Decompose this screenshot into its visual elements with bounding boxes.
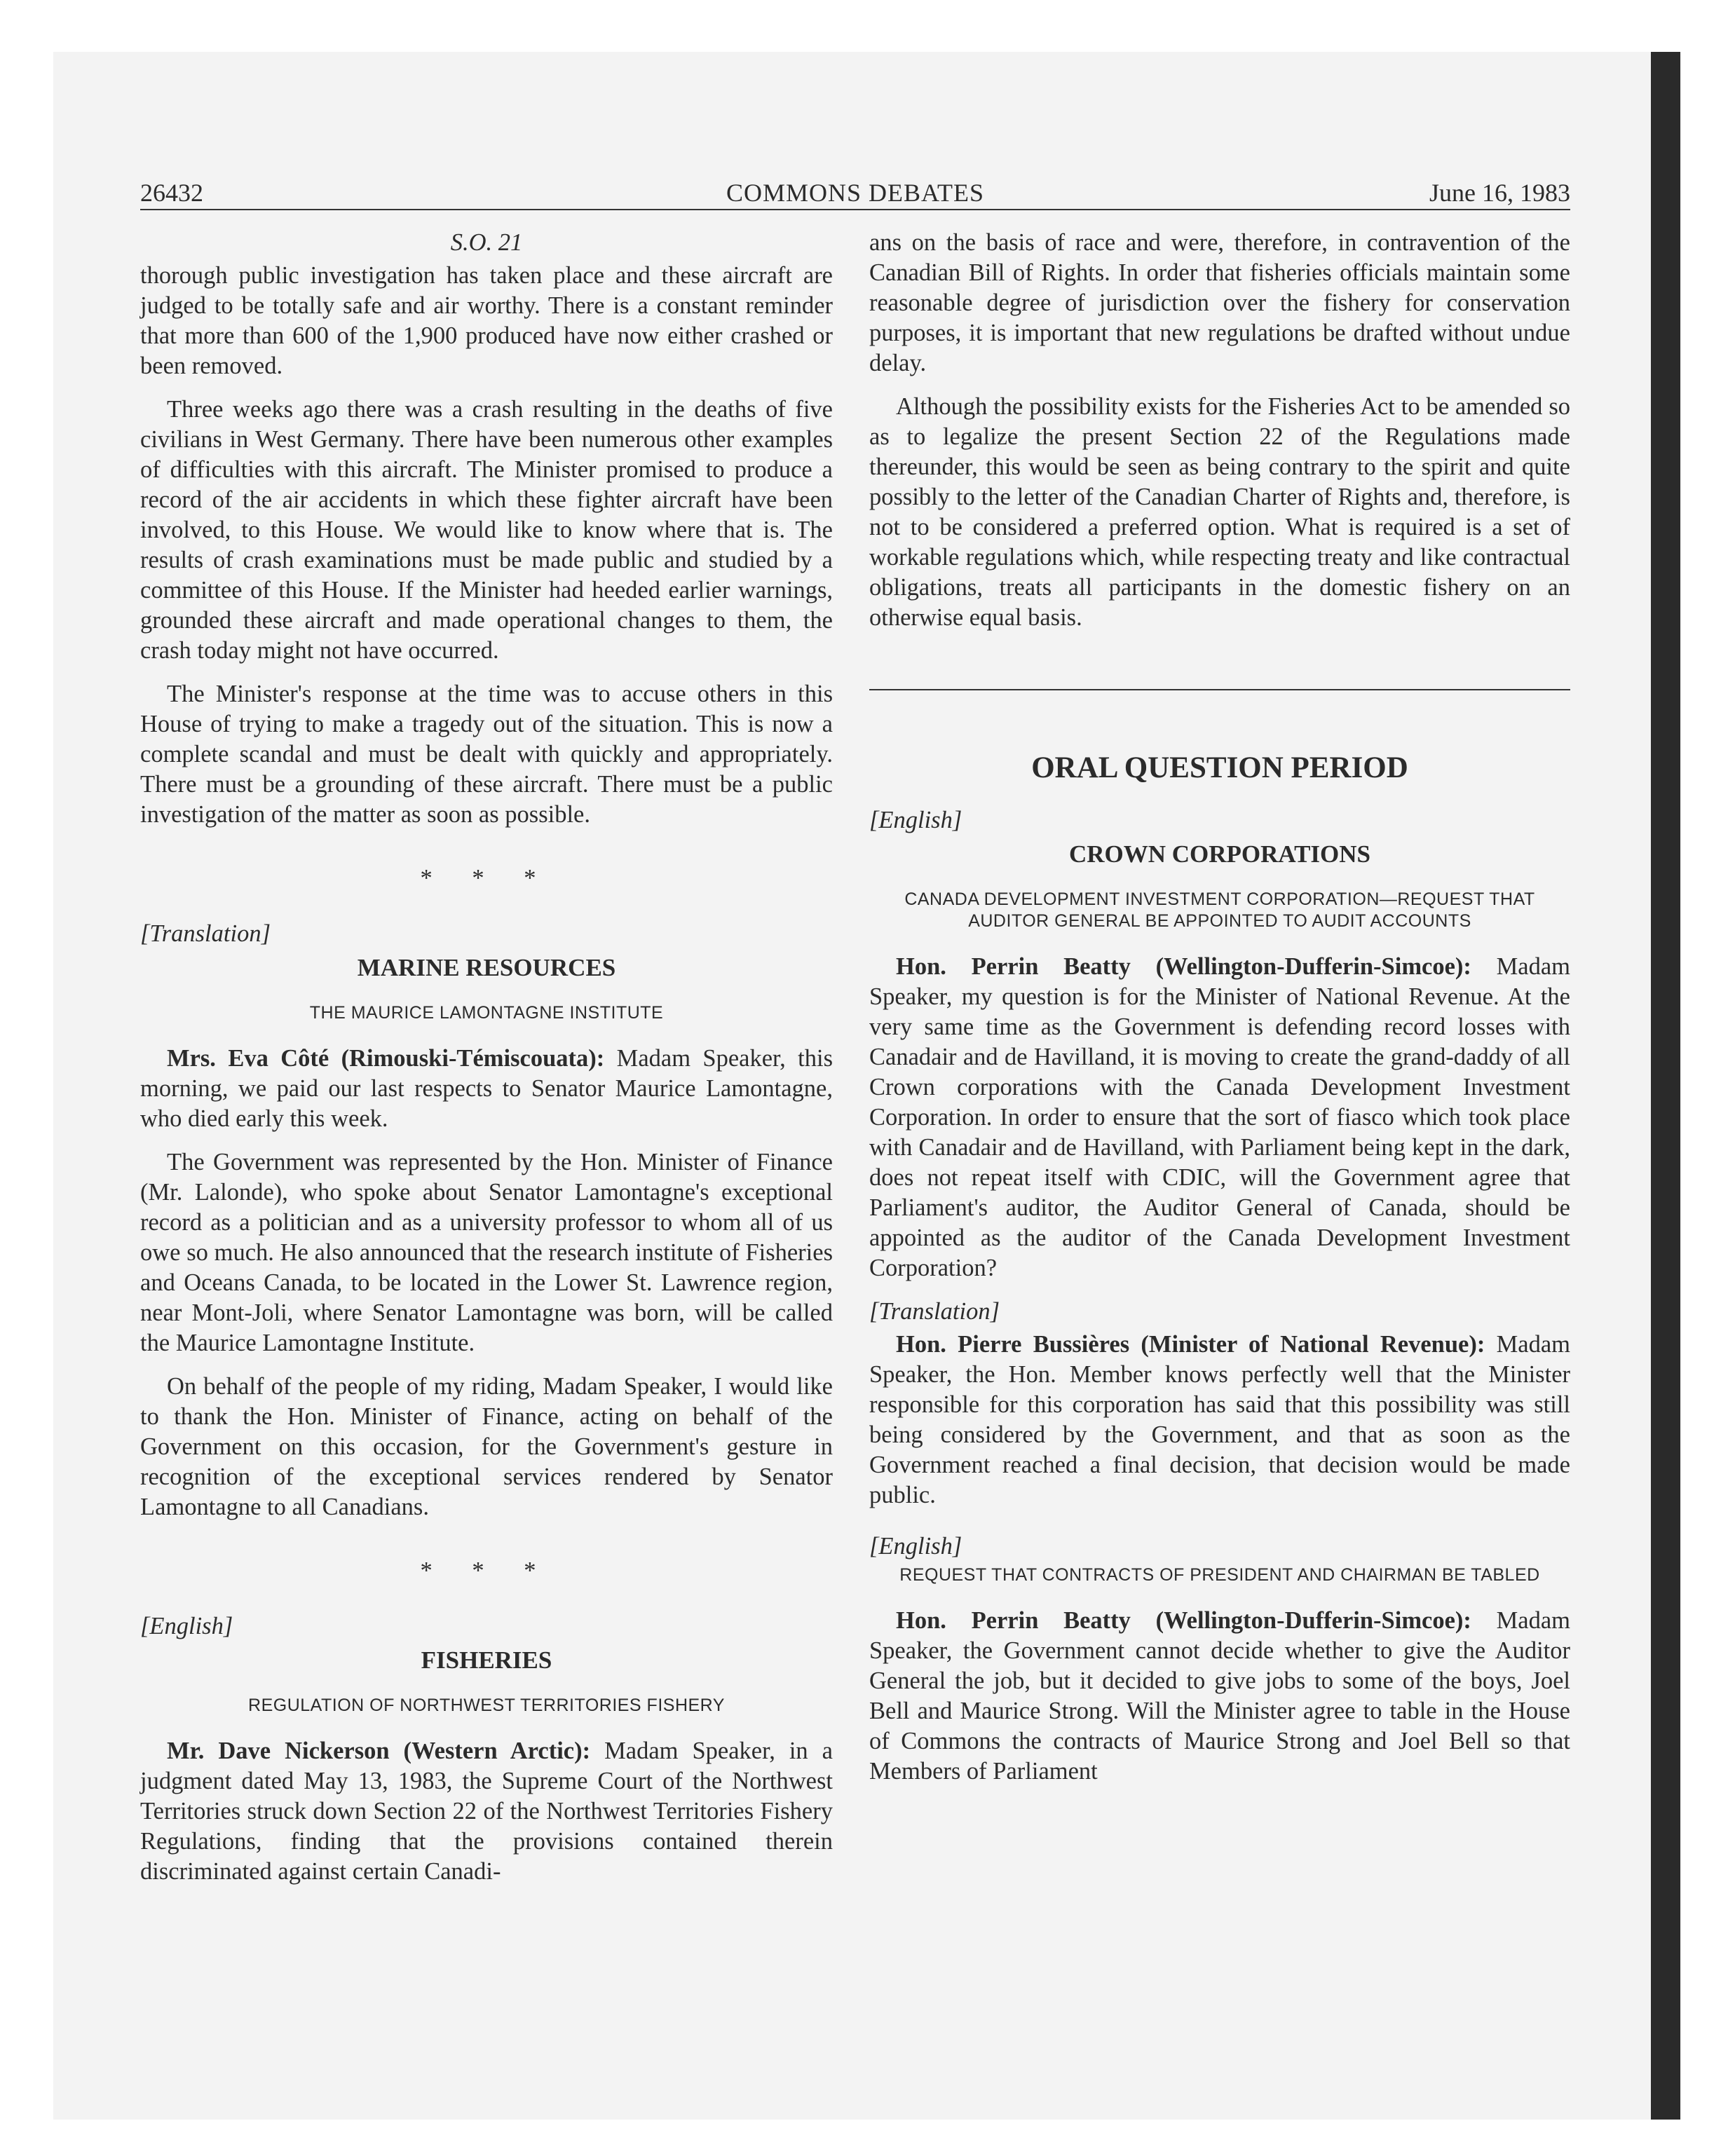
speech-text: Madam Speaker, this morning, we paid our last respects to Senator Maurice Lamontagne, who died early this week.	[140, 1045, 834, 1132]
language-marker: [English]	[869, 1533, 962, 1560]
left-column	[140, 228, 833, 1900]
speech-paragraph	[869, 1606, 1570, 1787]
paragraph: On behalf of the people of my riding, Madam Speaker, I would like to thank the Hon. Minister of Finance, acting on behalf of the Government on this occasion, for the Government's gesture in recognition of the exceptional services rendered by Senator Lamontagne to all Canadians.	[140, 1373, 833, 1520]
speech-paragraph	[140, 1044, 833, 1134]
speech-text: Madam Speaker, my question is for the Minister of National Revenue. At the very same time as the Government is defending record losses with Canadair and de Havilland, it is moving to create the grand-daddy of all Crown corporations with the Canada Development Investment Corporation. In order to ensure that the sort of fiasco which took place with Canadair and de Havilland, with Parliament being kept in the dark, does not repeat itself with CDIC, will the Government agree that Parliament's auditor, the Auditor General of Canada, should be appointed as the auditor of the Canada Development Investment Corporation?	[869, 953, 1570, 1281]
header-rule	[140, 209, 1570, 210]
speaker-name: Hon. Pierre Bussières (Minister of National Revenue):	[896, 1331, 1485, 1358]
speaker-name: Mrs. Eva Côté (Rimouski-Témiscouata):	[167, 1045, 605, 1072]
section-heading: FISHERIES	[421, 1646, 552, 1674]
major-heading: ORAL QUESTION PERIOD	[1031, 751, 1408, 784]
section-separator: * * *	[420, 1557, 553, 1584]
subheading: THE MAURICE LAMONTAGNE INSTITUTE	[309, 1003, 664, 1023]
sitting-date: June 16, 1983	[1429, 179, 1570, 207]
section-divider	[869, 689, 1570, 690]
speech-paragraph	[869, 952, 1570, 1283]
page-number: 26432	[140, 179, 203, 207]
publication-title: COMMONS DEBATES	[726, 179, 985, 207]
language-marker: [Translation]	[869, 1298, 1000, 1325]
speech-text: Madam Speaker, in a judgment dated May 13, 1983, the Supreme Court of the Northwest Territories struck down Section 22 of the Northwest Territories Fishery Regulations, finding that the provisions contained therein discriminated against certain Canadi-	[140, 1738, 833, 1885]
speaker-name: Hon. Perrin Beatty (Wellington-Dufferin-Simcoe):	[896, 1607, 1471, 1634]
section-separator: * * *	[420, 865, 553, 892]
paragraph: The Minister's response at the time was to accuse others in this House of trying to make a tragedy out of the situation. This is now a complete scandal and must be dealt with quickly and appropriately. There must be a grounding of these aircraft. There must be a public investigation of the matter as soon as possible.	[140, 681, 833, 828]
paragraph: thorough public investigation has taken place and these aircraft are judged to be totally safe and air worthy. There is a constant reminder that more than 600 of the 1,900 produced have now either crashed or been removed.	[140, 262, 833, 379]
subheading: REQUEST THAT CONTRACTS OF PRESIDENT AND CHAIRMAN BE TABLED	[899, 1565, 1540, 1585]
scan-edge-bar	[1651, 52, 1680, 2120]
subheading: REGULATION OF NORTHWEST TERRITORIES FISHERY	[248, 1696, 725, 1715]
section-heading: CROWN CORPORATIONS	[1068, 840, 1371, 868]
speech-text: Madam Speaker, the Government cannot decide whether to give the Auditor General the job, but it decided to give jobs to some of the boys, Joel Bell and Maurice Strong. Will the Minister agree to table in the House of Commons the contracts of Maurice Strong and Joel Bell so that Members of Parliament	[869, 1607, 1570, 1785]
paragraph: The Government was represented by the Hon. Minister of Finance (Mr. Lalonde), who spoke about Senator Lamontagne's exceptional record as a politician and as a university professor to whom all of us owe so much. He also announced that the research institute of Fisheries and Oceans Canada, to be located in the Lower St. Lawrence region, near Mont-Joli, where Senator Lamontagne was born, will be called the Maurice Lamontagne Institute.	[140, 1149, 833, 1356]
speech-paragraph	[869, 1330, 1570, 1510]
language-marker: [Translation]	[140, 920, 271, 947]
language-marker: [English]	[869, 807, 962, 833]
section-heading: MARINE RESOURCES	[357, 954, 616, 981]
paragraph: ans on the basis of race and were, therefore, in contravention of the Canadian Bill of Rights. In order that fisheries officials maintain some reasonable degree of jurisdiction over the fishery for conservation purposes, it is important that new regulations be drafted without undue delay.	[869, 229, 1570, 376]
running-header	[140, 178, 1570, 210]
speech-text: Madam Speaker, the Hon. Member knows perfectly well that the Minister responsible for this corporation has said that this possibility was still being considered by the Government, and that as soon as the Government reached a final decision, that decision would be made public.	[869, 1331, 1571, 1508]
language-marker: [English]	[140, 1613, 233, 1639]
standing-order-label: S.O. 21	[450, 229, 523, 256]
paragraph: Three weeks ago there was a crash resulting in the deaths of five civilians in West Germany. There have been numerous other examples of difficulties with this aircraft. The Minister promised to produce a record of the air accidents in which these fighter aircraft have been involved, to this House. We would like to know where that is. The results of crash examinations must be made public and studied by a committee of this House. If the Minister had heeded earlier warnings, grounded these aircraft and made operational changes to them, the crash today might not have occurred.	[140, 396, 833, 664]
speaker-name: Mr. Dave Nickerson (Western Arctic):	[167, 1738, 591, 1764]
right-column	[869, 228, 1570, 1800]
paragraph: Although the possibility exists for the Fisheries Act to be amended so as to legalize the present Section 22 of the Regulations made thereunder, this would be seen as being contrary to the spirit and quite possibly to the letter of the Canadian Charter of Rights and, therefore, is not to be considered a preferred option. What is required is a set of workable regulations which, while respecting treaty and like contractual obligations, treats all participants in the domestic fishery on an otherwise equal basis.	[869, 393, 1570, 631]
subheading: CANADA DEVELOPMENT INVESTMENT CORPORATION—REQUEST THAT AUDITOR GENERAL BE APPOINTED TO AUDIT ACCOUNTS	[904, 889, 1535, 931]
speaker-name: Hon. Perrin Beatty (Wellington-Dufferin-Simcoe):	[896, 953, 1471, 980]
speech-paragraph	[140, 1736, 833, 1887]
